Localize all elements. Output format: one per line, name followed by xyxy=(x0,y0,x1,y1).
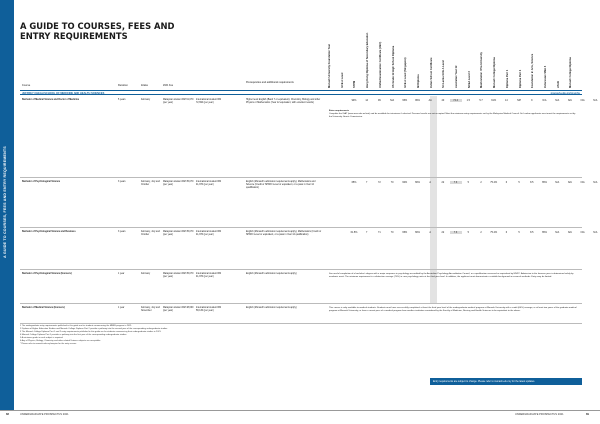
row-course: Bachelor of Psychological Science and Business xyxy=(22,231,76,233)
vertical-header xyxy=(557,2,567,88)
row-note xyxy=(329,110,579,119)
score-grid xyxy=(348,99,600,103)
footer-rule xyxy=(0,410,600,411)
vertical-header-label: Diploma Part 1 xyxy=(505,69,509,88)
score-cell: N/A xyxy=(593,181,598,184)
vertical-header-label: Australian Year 12 xyxy=(455,65,458,88)
score-cell: 40 xyxy=(441,99,445,102)
page-title: A GUIDE TO COURSES, FEES AND ENTRY REQUIREMENTS xyxy=(20,21,175,41)
score-cell: N/A xyxy=(567,231,572,234)
score-cell: 14 xyxy=(505,99,508,102)
footnote: 5 A minimum grade in each subject is required. xyxy=(20,337,64,339)
row-fee1: Malaysian student RM 61,670 (per year) xyxy=(163,99,194,104)
footer-label-left: UNDERGRADUATE PROSPECTUS 2021 xyxy=(20,413,69,416)
score-cell: N/A xyxy=(567,99,572,102)
side-tab xyxy=(0,0,14,410)
score-cell: 72 xyxy=(378,181,381,184)
score-grid xyxy=(348,231,600,235)
score-cell: N/A xyxy=(390,99,395,102)
row-course: Bachelor of Medical Science and Doctor of Medicine xyxy=(22,99,80,101)
vertical-header-label: Indonesian SMA 3 xyxy=(543,65,547,88)
vertical-header xyxy=(480,2,490,88)
row-intake: February xyxy=(141,273,151,275)
score-cell: 70 xyxy=(390,181,394,184)
row-prereq: English (Monash's admission requirements apply). Mathematics and Science (Credit or SPM/O Level or equivalent, or a pass in Year 12 qualification) xyxy=(246,181,316,189)
vertical-header-label: Indian School Certificate xyxy=(429,57,433,88)
score-cell: 2 xyxy=(480,181,482,184)
row-note xyxy=(329,307,579,313)
score-cell: 65% xyxy=(542,231,547,234)
score-cell: 60% xyxy=(402,181,408,184)
score-cell: 61.5% xyxy=(350,231,358,234)
vertical-header xyxy=(442,2,452,88)
score-cell: 65% xyxy=(402,231,408,234)
score-cell: 8.5 xyxy=(530,181,534,184)
header-prereq: Prerequisites and additional requirements xyxy=(246,81,294,84)
faculty-bar xyxy=(20,90,582,95)
table-row xyxy=(20,178,598,228)
vertical-header xyxy=(506,2,516,88)
row-note-text: Complete the ISAT (www.acer.edu.au/isat) and be available for interviews if selected. Personal results are not accepted. Meet the minimum entry requirements set by the Malaysian Medical Council. Sri Lankan applicants must meet the requirements set by the University Grants Commission. xyxy=(329,113,576,118)
score-cell: 99% xyxy=(415,99,420,102)
vertical-header xyxy=(468,2,478,88)
score-cell: 14 xyxy=(365,99,369,102)
vertical-header-label: GCE A Level (Singapore) xyxy=(404,57,408,88)
score-cell: 6 xyxy=(505,231,508,234)
vertical-header xyxy=(455,2,465,88)
faculty-url[interactable]: monash.edu.my/jcsmhs xyxy=(550,92,580,95)
row-prereq: Higher level English (Band 7 or equivalent). Chemistry, Biology and other Physics or Mathematics (Year 12 equivalent, with excellent results) xyxy=(246,99,321,104)
vertical-header xyxy=(328,2,338,88)
score-cell: 71 xyxy=(378,231,381,234)
vertical-header-label: US Grade 12 High School Diploma xyxy=(391,45,395,88)
row-course: Bachelor of Psychological Science (Honours) xyxy=(22,273,72,275)
row-fee1: Malaysian student RM 35,070 (per year) xyxy=(163,231,194,236)
score-cell: N/A xyxy=(555,99,560,102)
score-cell: N/A xyxy=(567,181,572,184)
page-number-right: 89 xyxy=(586,413,589,416)
score-cell: 9 xyxy=(531,99,533,102)
score-cell: N/A xyxy=(555,231,560,234)
vertical-header-label: Sri Lanka GCE A Level xyxy=(442,60,446,88)
row-fee2: International student RM 72,690 (per year) xyxy=(196,99,222,104)
row-note-title: Extra requirements xyxy=(329,110,349,112)
vertical-header xyxy=(379,2,389,88)
footnote: 6 Any of Physics, Biology, Chemistry and other related Science subjects are acceptable. xyxy=(20,340,101,342)
vertical-header-label: ATAR xyxy=(556,81,560,88)
row-duration: 5 years xyxy=(118,99,126,101)
score-grid xyxy=(348,181,600,185)
row-fee2: International student RM 41,970 (per year) xyxy=(196,181,222,186)
row-duration: 3 years xyxy=(118,181,126,183)
vertical-header-label: Foundation in Arts, Science xyxy=(531,53,535,88)
score-cell: 5 xyxy=(518,231,520,234)
row-prereq: English (Monash's admission requirements apply) xyxy=(246,307,297,309)
row-note-text: Successful completion of a bachelor's degree with a major sequence in psychology accredited by the Australian Psychology Accreditation Council, or a qualification assessed as equivalent by MSPC. Admission to the honours year is determined solely by academic merit. The minimum requirement is a distinction average (70%) in core psychology units at the third year level. In addition, the applicant must demonstrate a suitable background in research methods. Entry may be limited. xyxy=(329,273,574,278)
row-intake: February xyxy=(141,99,151,101)
table-row xyxy=(20,228,598,270)
score-cell: 7.3 xyxy=(450,181,462,184)
side-tab-text: A GUIDE TO COURSES, FEES AND ENTRY REQUIREMENTS xyxy=(3,146,7,258)
vertical-header xyxy=(417,2,427,88)
vertical-header xyxy=(392,2,402,88)
score-cell: N/P xyxy=(517,99,522,102)
page-footer xyxy=(0,410,600,424)
vertical-header-label: STPM xyxy=(353,80,357,88)
footnote: 4 Monash College Diploma Part 1 provides a pathway into the first year of the corresponding undergraduate studies. xyxy=(20,334,127,336)
score-cell: 7 xyxy=(366,231,368,234)
score-cell: 70 xyxy=(390,231,394,234)
score-cell: A xyxy=(429,181,431,184)
row-fee1: Malaysian student RM 35,070 (per year) xyxy=(163,181,194,186)
table-row xyxy=(20,304,582,324)
vertical-header-label: Hong Kong Diploma of Secondary Education xyxy=(366,32,370,88)
score-cell: N/A xyxy=(580,99,585,102)
row-course: Bachelor of Psychological Science xyxy=(22,181,61,183)
score-cell: 5 xyxy=(467,231,469,234)
table-row xyxy=(20,96,598,178)
score-cell: 95% xyxy=(402,99,408,102)
header-fee: 2021 Fee xyxy=(163,84,174,87)
footnote: 3 The Monash College Diploma Part 1 and 2 entry requirements published in this guide are for students commencing their undergraduate studies in 2021. xyxy=(20,331,162,333)
notice-box: Entry requirements are subject to change. Please refer to monash.edu.my for the latest updates. xyxy=(430,378,582,385)
vertical-header xyxy=(519,2,529,88)
score-cell: 75.4% xyxy=(490,181,498,184)
vertical-header-label: IB Diploma xyxy=(416,74,420,88)
vertical-header xyxy=(569,2,579,88)
score-cell: 66% xyxy=(415,231,420,234)
row-note xyxy=(329,273,579,279)
score-cell: 7 xyxy=(366,181,368,184)
score-cell: 65% xyxy=(542,181,547,184)
vertical-header xyxy=(366,2,376,88)
score-cell: N/A xyxy=(555,181,560,184)
table-row xyxy=(20,270,582,304)
row-fee2: International student RM 41,970 (per year) xyxy=(196,231,222,236)
score-cell: N/A xyxy=(593,231,598,234)
score-cell: 5 xyxy=(518,181,520,184)
footnote: 2 Diploma of Higher Education Studies and Monash College Diploma Part 2 provide a pathway into the second year of the corresponding undergraduate studies. xyxy=(20,328,168,330)
row-intake: February, July and November xyxy=(141,307,160,312)
score-cell: 65% xyxy=(351,181,357,184)
vertical-header-label: Monash University Foundation Year xyxy=(328,43,331,88)
score-cell: 7.3 xyxy=(450,231,462,234)
score-cell: 22 xyxy=(441,231,445,234)
score-cell: 8.5 xyxy=(530,231,534,234)
vertical-header-label: Diploma Part 2 xyxy=(518,69,522,88)
vertical-header-label: NCEA Level 3 xyxy=(467,71,471,88)
vertical-header xyxy=(404,2,414,88)
footnote: * Please refer to monash.edu.my/enquire for the entry scores. xyxy=(20,343,77,345)
score-cell: N/A xyxy=(580,231,585,234)
row-prereq: English (Monash's admission requirements apply) xyxy=(246,273,297,275)
score-cell: 66% xyxy=(415,181,420,184)
score-cell: 2 xyxy=(480,231,482,234)
vertical-header-label: Matriculation / Pre-University xyxy=(480,52,484,88)
row-fee1: Malaysian student RM 35,070 (per year) xyxy=(163,273,194,278)
faculty-name: JEFFREY CHEAH SCHOOL OF MEDICINE AND HEALTH SCIENCES xyxy=(22,92,105,95)
score-cell: N/A xyxy=(580,181,585,184)
score-cell: 91% xyxy=(491,99,497,102)
row-fee2: International student RM 41,970 (per year) xyxy=(196,273,222,278)
score-cell: 6 xyxy=(505,181,508,184)
vertical-header-label: Monash College Diploma xyxy=(493,57,497,88)
score-cell: 1.5 xyxy=(466,99,470,102)
row-intake: February, July and October xyxy=(141,231,160,236)
vertical-header-label: Unified Examination Certificate (UEC) xyxy=(378,41,382,88)
score-cell: 75.4% xyxy=(490,231,498,234)
score-cell: A xyxy=(429,231,431,234)
row-note-text: This course is only available to medical students. Students must have successfully completed: at least the third year level of the undergraduate medical program at Monash University with a credit (60%) average; or at least two years of the graduate medical program at Monash University; or have a recent pass of a medical program from another institution considered by the Faculty of Medicine, Nursing and Health Sciences to be equivalent to the above. xyxy=(329,307,577,312)
score-cell: 90% xyxy=(351,99,357,102)
vertical-header-label: GCE A Level xyxy=(340,72,344,88)
score-cell: N/A xyxy=(542,99,547,102)
vertical-header-label: Monash College Diploma xyxy=(569,57,573,88)
header-duration: Duration xyxy=(118,84,128,87)
vertical-header xyxy=(531,2,541,88)
row-duration: 1 year xyxy=(118,307,125,309)
vertical-header xyxy=(544,2,554,88)
page-number-left: 88 xyxy=(6,413,9,416)
score-cell: N/A xyxy=(593,99,598,102)
vertical-header xyxy=(493,2,503,88)
vertical-header xyxy=(341,2,351,88)
row-fee2: International student RM 58,130 (per year) xyxy=(196,307,222,312)
row-intake: February, July and October xyxy=(141,181,160,186)
score-cell: 22 xyxy=(441,181,445,184)
footnote: 1 The undergraduate entry requirements published in this guide are for students commencing the MBBS program in 2021. xyxy=(20,325,133,327)
score-cell: 5 xyxy=(467,181,469,184)
header-course: Course xyxy=(22,84,31,87)
vertical-header xyxy=(430,2,440,88)
header-intake: Intake xyxy=(141,84,148,87)
row-fee1: Malaysian student RM 48,600 (per year) xyxy=(163,307,194,312)
score-cell: 5.7 xyxy=(479,99,483,102)
row-duration: 3 years xyxy=(118,231,126,233)
score-cell: 99 xyxy=(378,99,381,102)
row-prereq: English (Monash's admission requirements apply). Mathematics (Credit or SPM/O Level or equivalent, or a pass in Year 12 qualification) xyxy=(246,231,322,236)
score-cell: AA xyxy=(428,99,432,102)
footnotes xyxy=(20,325,320,346)
footer-label-right: UNDERGRADUATE PROSPECTUS 2021 xyxy=(515,413,564,416)
row-duration: 1 year xyxy=(118,273,125,275)
vertical-header xyxy=(353,2,363,88)
row-course: Bachelor of Medical Science (Honours) xyxy=(22,307,65,309)
score-cell: 74.4 xyxy=(450,99,462,102)
